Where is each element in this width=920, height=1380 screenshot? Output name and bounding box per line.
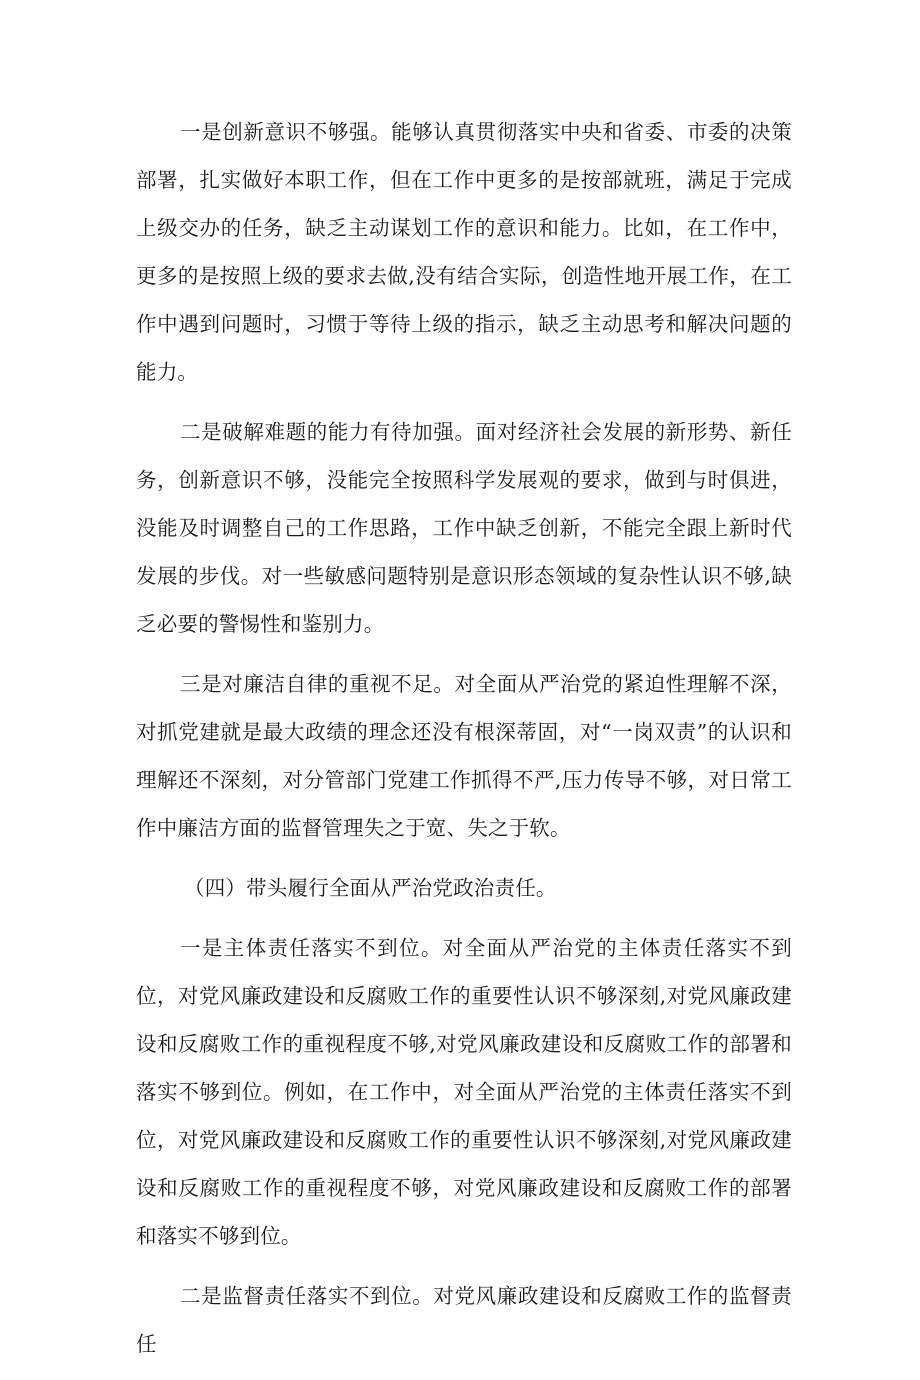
paragraph-innovation-awareness: 一是创新意识不够强。能够认真贯彻落实中央和省委、市委的决策部署，扎实做好本职工作，但在工作中更多的是按部就班，满足于完成上级交办的任务，缺乏主动谋划工作的意识和能力。比如，在工作中，更多的是按照上级的要求去做,没有结合实际，创造性地开展工作，在工作中遇到问题时，习惯于等待上级的指示，缺乏主动思考和解决问题的能力。 <box>136 120 792 384</box>
document-body <box>136 108 792 1380</box>
section-heading-four: （四）带头履行全面从严治党政治责任。 <box>184 876 557 900</box>
paragraph-integrity: 三是对廉洁自律的重视不足。对全面从严治党的紧迫性理解不深，对抓党建就是最大政绩的理念还没有根深蒂固，对“一岗双责”的认识和理解还不深刻，对分管部门党建工作抓得不严,压力传导不够，对日常工作中廉洁方面的监督管理失之于宽、失之于软。 <box>136 672 792 840</box>
paragraph-problem-solving: 二是破解难题的能力有待加强。面对经济社会发展的新形势、新任务，创新意识不够，没能完全按照科学发展观的要求，做到与时俱进，没能及时调整自己的工作思路，工作中缺乏创新，不能完全跟上新时代发展的步伐。对一些敏感问题特别是意识形态领域的复杂性认识不够,缺乏必要的警惕性和鉴别力。 <box>136 420 792 636</box>
paragraph-main-responsibility: 一是主体责任落实不到位。对全面从严治党的主体责任落实不到位，对党风廉政建设和反腐败工作的重要性认识不够深刻,对党风廉政建设和反腐败工作的重视程度不够,对党风廉政建设和反腐败工作的部署和落实不够到位。例如，在工作中，对全面从严治党的主体责任落实不到位，对党风廉政建设和反腐败工作的重要性认识不够深刻,对党风廉政建设和反腐败工作的重视程度不够，对党风廉政建设和反腐败工作的部署和落实不够到位。 <box>136 936 792 1248</box>
paragraph-supervision-responsibility: 二是监督责任落实不到位。对党风廉政建设和反腐败工作的监督责任 <box>136 1284 792 1356</box>
